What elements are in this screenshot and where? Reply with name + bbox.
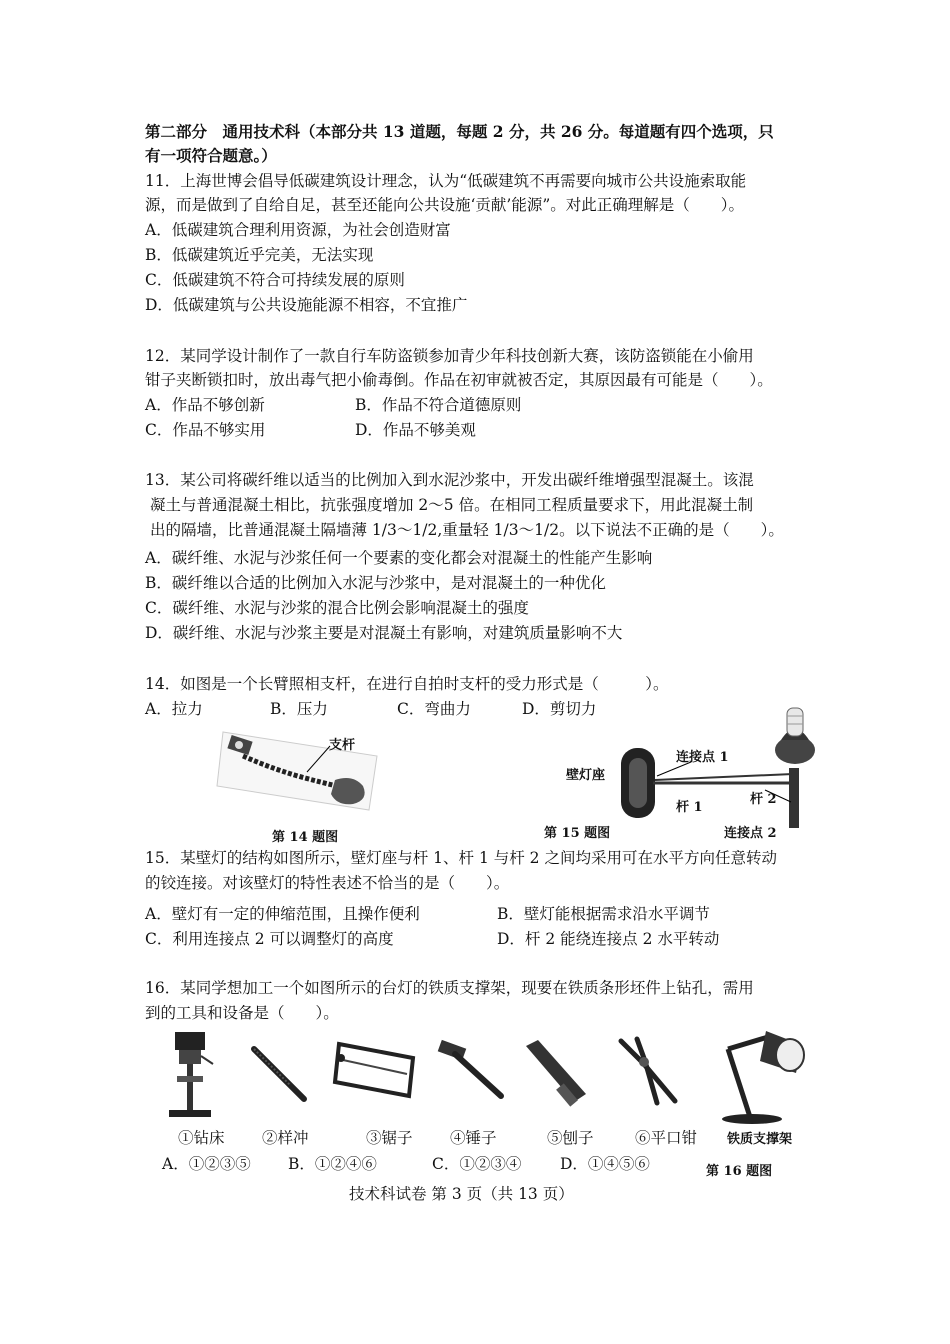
q16-figure-caption: 第 16 题图 bbox=[706, 1164, 773, 1179]
q13-option-c: C．碳纤维、水泥与沙浆的混合比例会影响混凝土的强度 bbox=[145, 599, 529, 617]
q15-option-a: A．壁灯有一定的伸缩范围，且操作便利 bbox=[145, 905, 420, 923]
q14-stem: 14．如图是一个长臂照相支杆，在进行自拍时支杆的受力形式是（ ）。 bbox=[145, 675, 669, 693]
q15-label-joint1: 连接点 1 bbox=[676, 750, 729, 765]
plane-icon bbox=[522, 1038, 590, 1112]
q11-option-a: A．低碳建筑合理利用资源，为社会创造财富 bbox=[145, 221, 451, 239]
q11-stem-line1: 11．上海世博会倡导低碳建筑设计理念，认为“低碳建筑不再需要向城市公共设施索取能 bbox=[145, 172, 747, 190]
q15-option-c: C．利用连接点 2 可以调整灯的高度 bbox=[145, 930, 394, 948]
tool-label-5: ⑤刨子 bbox=[547, 1129, 594, 1147]
hammer-icon bbox=[437, 1040, 507, 1102]
tool-label-4: ④锤子 bbox=[450, 1129, 497, 1147]
q12-option-b: B．作品不符合道德原则 bbox=[355, 396, 522, 414]
tool-label-lamp-support: 铁质支撑架 bbox=[727, 1132, 793, 1147]
q15-label-rod1: 杆 1 bbox=[676, 800, 703, 815]
q16-option-c: C．①②③④ bbox=[432, 1155, 522, 1173]
section-header-line2: 有一项符合题意。） bbox=[145, 146, 277, 165]
q15-label-base: 壁灯座 bbox=[566, 768, 606, 783]
q12-option-a: A．作品不够创新 bbox=[145, 396, 265, 414]
q16-option-b: B．①②④⑥ bbox=[288, 1155, 377, 1173]
q12-stem-line2: 钳子夹断锁扣时，放出毒气把小偷毒倒。作品在初审就被否定，其原因最有可能是（ ）。 bbox=[145, 371, 773, 389]
q15-option-d: D．杆 2 能绕连接点 2 水平转动 bbox=[497, 930, 720, 948]
tool-label-6: ⑥平口钳 bbox=[635, 1129, 698, 1147]
q16-option-d: D．①④⑤⑥ bbox=[560, 1155, 650, 1173]
q11-stem-line2: 源，而是做到了自给自足，甚至还能向公共设施‘贡献’能源”。对此正确理解是（ ）。 bbox=[145, 196, 745, 214]
q13-option-d: D．碳纤维、水泥与沙浆主要是对混凝土有影响，对建筑质量影响不大 bbox=[145, 624, 623, 642]
q14-option-d: D．剪切力 bbox=[522, 700, 597, 718]
page-footer: 技术科试卷 第 3 页（共 13 页） bbox=[349, 1185, 574, 1203]
pliers-icon bbox=[615, 1035, 681, 1105]
q13-option-a: A．碳纤维、水泥与沙浆任何一个要素的变化都会对混凝土的性能产生影响 bbox=[145, 549, 653, 567]
saw-icon bbox=[333, 1038, 421, 1100]
q11-option-b: B．低碳建筑近乎完美，无法实现 bbox=[145, 246, 374, 264]
tool-label-1: ①钻床 bbox=[178, 1129, 225, 1147]
q16-stem-line1: 16．某同学想加工一个如图所示的台灯的铁质支撑架，现要在铁质条形坯件上钻孔，需用 bbox=[145, 979, 754, 997]
drill-press-icon bbox=[165, 1030, 215, 1118]
q15-option-b: B．壁灯能根据需求沿水平调节 bbox=[497, 905, 710, 923]
section-header-line1: 第二部分 通用技术科（本部分共 13 道题，每题 2 分，共 26 分。每道题有四个选项，只 bbox=[145, 122, 774, 141]
tool-label-2: ②样冲 bbox=[262, 1129, 309, 1147]
q14-option-a: A．拉力 bbox=[145, 700, 203, 718]
q16-option-a: A．①②③⑤ bbox=[162, 1155, 251, 1173]
q14-option-b: B．压力 bbox=[270, 700, 328, 718]
q11-option-d: D．低碳建筑与公共设施能源不相容，不宜推广 bbox=[145, 296, 468, 314]
q13-option-b: B．碳纤维以合适的比例加入水泥与沙浆中，是对混凝土的一种优化 bbox=[145, 574, 606, 592]
q12-option-d: D．作品不够美观 bbox=[355, 421, 476, 439]
q14-figure-caption: 第 14 题图 bbox=[272, 830, 339, 845]
q15-figure-caption: 第 15 题图 bbox=[544, 826, 611, 841]
q13-stem-line3: 出的隔墙，比普通混凝土隔墙薄 1/3～1/2,重量轻 1/3～1/2。以下说法不正确的是（ ）。 bbox=[150, 521, 784, 539]
q12-stem-line1: 12．某同学设计制作了一款自行车防盗锁参加青少年科技创新大赛，该防盗锁能在小偷用 bbox=[145, 347, 754, 365]
q12-option-c: C．作品不够实用 bbox=[145, 421, 266, 439]
q14-option-c: C．弯曲力 bbox=[397, 700, 471, 718]
q13-stem-line2: 凝土与普通混凝土相比，抗张强度增加 2～5 倍。在相同工程质量要求下，用此混凝土制 bbox=[150, 496, 754, 514]
q11-option-c: C．低碳建筑不符合可持续发展的原则 bbox=[145, 271, 405, 289]
q14-figure-label: 支杆 bbox=[329, 738, 356, 753]
tool-label-3: ③锯子 bbox=[366, 1129, 413, 1147]
selfie-stick-figure bbox=[215, 728, 385, 813]
center-punch-icon bbox=[250, 1045, 310, 1105]
lamp-support-icon bbox=[710, 1025, 810, 1125]
q15-stem-line2: 的铰连接。对该壁灯的特性表述不恰当的是（ ）。 bbox=[145, 874, 510, 892]
q13-stem-line1: 13．某公司将碳纤维以适当的比例加入到水泥沙浆中，开发出碳纤维增强型混凝土。该混 bbox=[145, 471, 754, 489]
q15-stem-line1: 15．某壁灯的结构如图所示，壁灯座与杆 1、杆 1 与杆 2 之间均采用可在水平方向任意转动 bbox=[145, 849, 777, 867]
q15-label-rod2: 杆 2 bbox=[750, 792, 777, 807]
q16-stem-line2: 到的工具和设备是（ ）。 bbox=[145, 1004, 339, 1022]
q15-label-joint2: 连接点 2 bbox=[724, 826, 777, 841]
